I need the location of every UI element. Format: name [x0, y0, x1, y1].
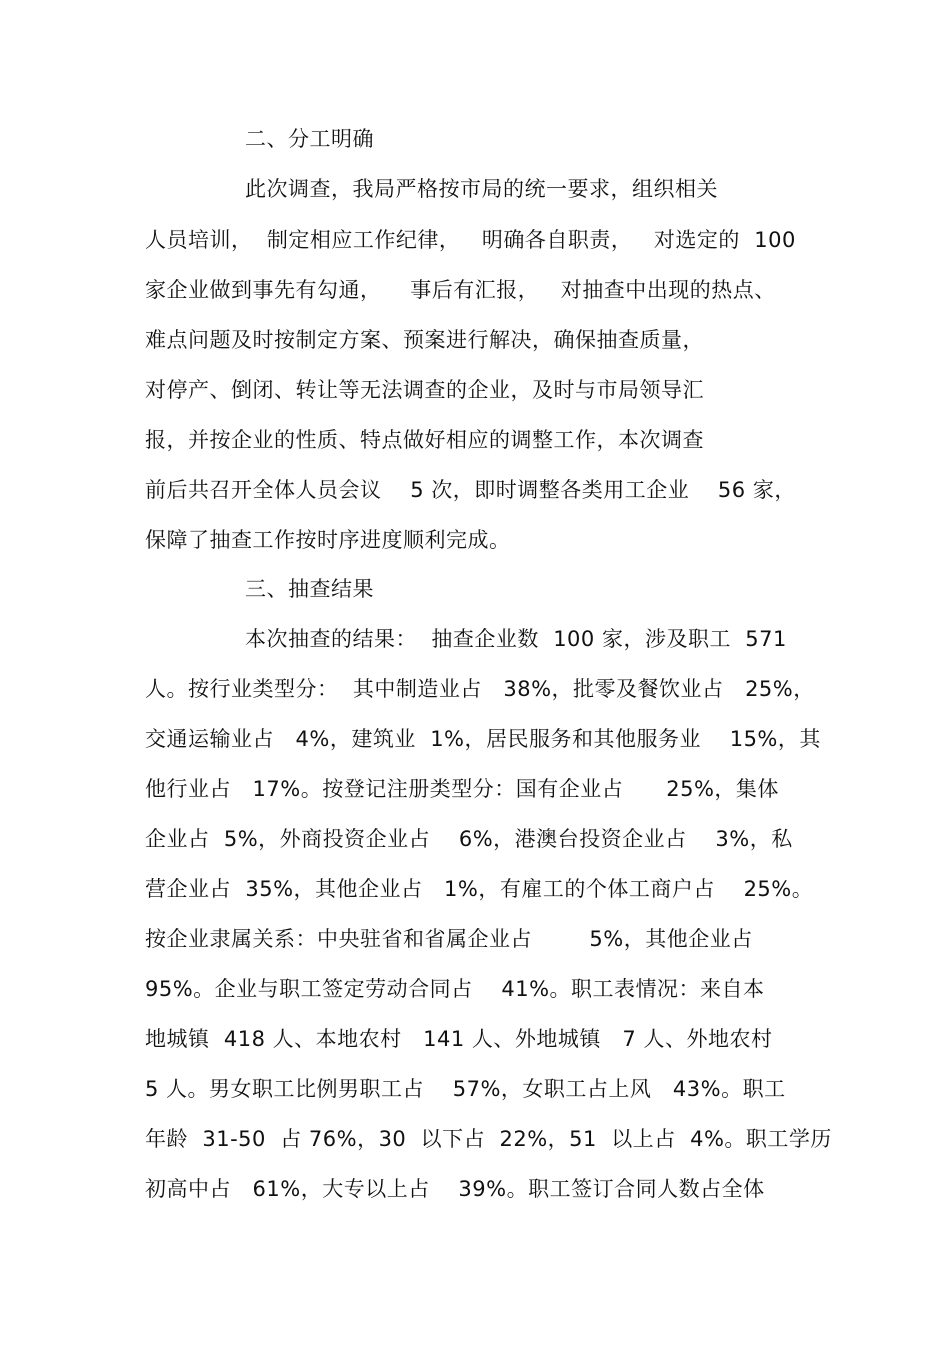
- paragraph-line: 家企业做到事先有勾通， 事后有汇报， 对抽查中出现的热点、: [145, 278, 776, 302]
- paragraph-line: 初高中占 61%，大专以上占 39%。职工签订合同人数占全体: [145, 1177, 765, 1201]
- paragraph-line: 营企业占 35%，其他企业占 1%，有雇工的个体工商户占 25%。: [145, 877, 814, 901]
- paragraph-line: 地城镇 418 人、本地农村 141 人、外地城镇 7 人、外地农村: [145, 1027, 773, 1051]
- paragraph-line: 他行业占 17%。按登记注册类型分：国有企业占 25%，集体: [145, 777, 779, 801]
- paragraph-line: 交通运输业占 4%，建筑业 1%，居民服务和其他服务业 15%，其: [145, 727, 821, 751]
- paragraph-line: 保障了抽查工作按时序进度顺利完成。: [145, 528, 511, 552]
- paragraph-line: 年龄 31-50 占 76%，30 以下占 22%，51 以上占 4%。职工学历: [145, 1127, 832, 1151]
- paragraph-line: 5 人。男女职工比例男职工占 57%，女职工占上风 43%。职工: [145, 1077, 786, 1101]
- paragraph-line: 对停产、倒闭、转让等无法调查的企业，及时与市局领导汇: [145, 378, 704, 402]
- paragraph-line: 前后共召开全体人员会议 5 次，即时调整各类用工企业 56 家，: [145, 478, 796, 502]
- paragraph-line: 难点问题及时按制定方案、预案进行解决，确保抽查质量，: [145, 328, 704, 352]
- paragraph-line: 人。按行业类型分： 其中制造业占 38%，批零及餐饮业占 25%，: [145, 677, 815, 701]
- paragraph-line: 企业占 5%，外商投资企业占 6%，港澳台投资企业占 3%，私: [145, 827, 793, 851]
- paragraph-line: 人员培训， 制定相应工作纪律， 明确各自职责， 对选定的 100: [145, 228, 796, 252]
- paragraph-line: 此次调查，我局严格按市局的统一要求，组织相关: [245, 177, 718, 201]
- section-heading-division: 二、分工明确: [245, 127, 374, 151]
- paragraph-line: 本次抽查的结果： 抽查企业数 100 家，涉及职工 571: [245, 627, 787, 651]
- section-heading-results: 三、抽查结果: [245, 577, 374, 601]
- paragraph-line: 报，并按企业的性质、特点做好相应的调整工作，本次调查: [145, 428, 704, 452]
- paragraph-line: 按企业隶属关系：中央驻省和省属企业占 5%，其他企业占: [145, 927, 753, 951]
- paragraph-line: 95%。企业与职工签定劳动合同占 41%。职工表情况：来自本: [145, 977, 765, 1001]
